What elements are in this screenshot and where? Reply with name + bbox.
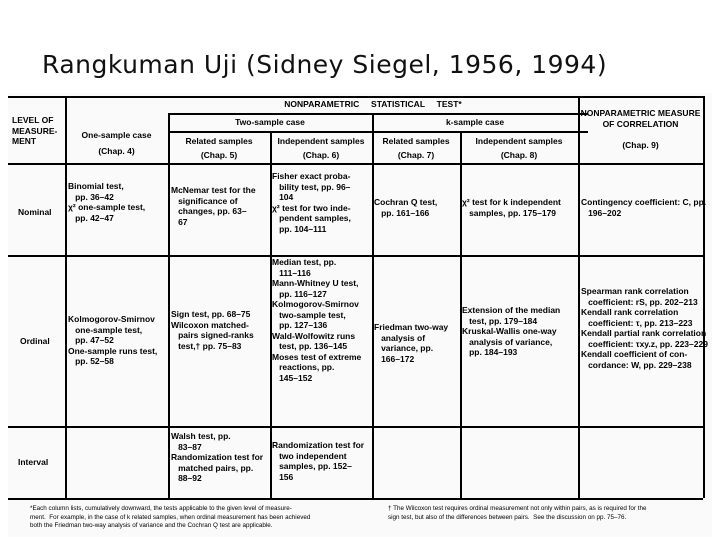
related-2-chap: (Chap. 5) xyxy=(200,150,238,160)
nominal-independent-k: χ² test for k independent samples, pp. 175–179 xyxy=(462,197,561,218)
ordinal-related-k: Friedman two-way analysis of variance, pp. 166–172 xyxy=(374,322,449,364)
rule-v6 xyxy=(578,96,580,498)
slide-title: Rangkuman Uji (Sidney Siegel, 1956, 1994) xyxy=(42,50,608,79)
rule-sample-split xyxy=(168,113,588,115)
scanned-table xyxy=(8,93,712,537)
nominal-related-k: Cochran Q test, pp. 161–166 xyxy=(374,197,438,218)
one-sample-header: One-sample case xyxy=(81,130,152,140)
related-k-chap: (Chap. 7) xyxy=(397,150,435,160)
nominal-one-sample: Binomial test, pp. 36–42 χ² one-sample test, pp. 42–47 xyxy=(68,181,146,223)
rule-header-bottom xyxy=(8,163,703,165)
footnote-left: *Each column lists, cumulatively downward, the tests applicable to the given level of measure- ment. For example, in the case of k related samples, when ordinal measurement has been achieved both the Friedman two-way analysis of variance and the Cochran Q test are applicable. xyxy=(30,505,311,529)
interval-independent-2: Randomization test for two independent samples, pp. 152– 156 xyxy=(272,440,365,482)
ordinal-one-sample: Kolmogorov-Smirnov one-sample test, pp. 47–52 One-sample runs test, pp. 52–58 xyxy=(68,314,158,366)
related-k-header: Related samples xyxy=(382,136,450,146)
interval-related-2: Walsh test, pp. 83–87 Randomization test for matched pairs, pp. 88–92 xyxy=(171,431,264,483)
rule-table-bottom xyxy=(8,498,703,500)
correlation-header: NONPARAMETRIC MEASURE OF CORRELATION xyxy=(580,108,701,129)
rule-v4 xyxy=(372,113,374,498)
rule-ordinal-bottom xyxy=(8,426,703,428)
two-sample-header: Two-sample case xyxy=(235,117,305,127)
level-header: LEVEL OF MEASURE- MENT xyxy=(12,115,58,146)
banner: NONPARAMETRIC STATISTICAL TEST* xyxy=(284,99,462,109)
correlation-chap: (Chap. 9) xyxy=(622,140,659,150)
related-2-header: Related samples xyxy=(185,136,253,146)
row-label-nominal: Nominal xyxy=(18,207,52,217)
ordinal-independent-2: Median test, pp. 111–116 Mann-Whitney U test, pp. 116–127 Kolmogorov-Smirnov two-sample test, pp. 127–136 Wald-Wolfowitz runs test, pp. 136–145 Moses test of extreme reactions, pp. 145–152 xyxy=(272,257,362,383)
independent-2-header: Independent samples xyxy=(277,136,365,146)
row-label-interval: Interval xyxy=(18,457,49,467)
independent-k-header: Independent samples xyxy=(475,136,563,146)
row-label-ordinal: Ordinal xyxy=(20,336,50,346)
one-sample-chap: (Chap. 4) xyxy=(98,146,135,156)
nominal-independent-2: Fisher exact proba- bility test, pp. 96– 104 χ² test for two inde- pendent samples, pp. 104–111 xyxy=(272,171,351,234)
footnote-right: † The Wilcoxon test requires ordinal measurement not only within pairs, as is required for the sign test, but also of the differences between pairs. See the discussion on pp. 75–76. xyxy=(388,505,647,521)
ordinal-related-2: Sign test, pp. 68–75 Wilcoxon matched- pairs signed-ranks test,† pp. 75–83 xyxy=(171,309,254,351)
independent-2-chap: (Chap. 6) xyxy=(302,150,340,160)
independent-k-chap: (Chap. 8) xyxy=(500,150,538,160)
rule-subheader xyxy=(168,131,588,133)
ordinal-correlation: Spearman rank correlation coefficient: rS, pp. 202–213 Kendall rank correlation coefficient: τ, pp. 213–223 Kendall partial rank correlation coefficient: τxy.z, pp. 223–229 Kendall coefficient of con- cordance: W, pp. 229–238 xyxy=(581,286,708,370)
nominal-related-2: McNemar test for the significance of changes, pp. 63– 67 xyxy=(171,185,256,227)
rule-v2 xyxy=(168,113,170,498)
rule-top xyxy=(8,96,703,98)
ordinal-independent-k: Extension of the median test, pp. 179–184 Kruskal-Wallis one-way analysis of variance, pp. 184–193 xyxy=(462,305,561,357)
k-sample-header: k-sample case xyxy=(445,117,505,127)
nominal-correlation: Contingency coefficient: C, pp. 196–202 xyxy=(581,197,707,218)
